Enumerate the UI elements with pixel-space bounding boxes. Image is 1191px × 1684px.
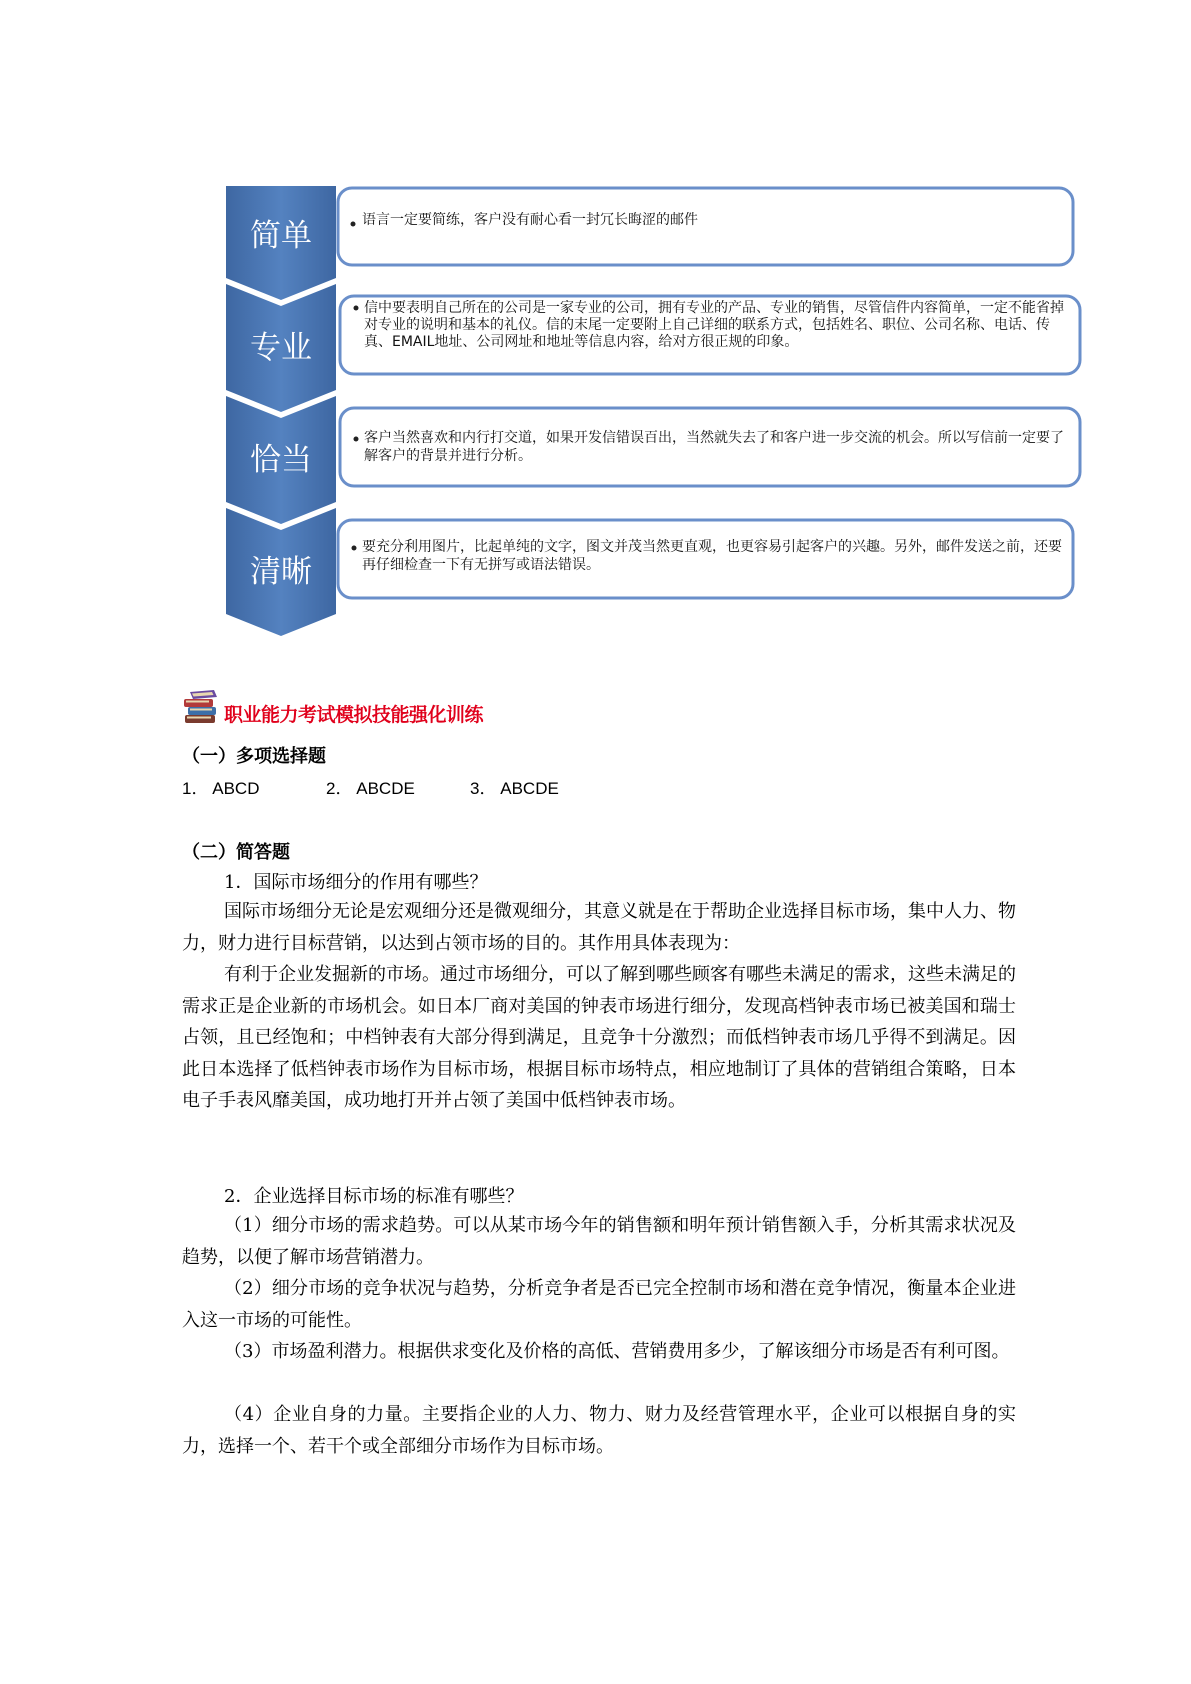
answer-item: 1． ABCD xyxy=(182,779,260,798)
chevron-label: 恰当 xyxy=(250,442,312,478)
desc-text: 语言一定要简练，客户没有耐心看一封冗长晦涩的邮件 xyxy=(362,212,698,228)
diagram-row-3 xyxy=(226,396,1080,524)
diagram-row-1 xyxy=(226,186,1073,300)
part2-title: （二）简答题 xyxy=(182,842,290,863)
chevron-label: 清晰 xyxy=(250,554,312,590)
bullet-icon xyxy=(351,222,356,227)
diagram-svg xyxy=(226,186,1086,638)
paragraph: （1）细分市场的需求趋势。可以从某市场今年的销售额和明年预计销售额入手，分析其需求状况及趋势，以便了解市场营销潜力。 xyxy=(182,1215,1016,1268)
chevron-label: 简单 xyxy=(250,218,312,254)
section-heading-line xyxy=(182,688,782,728)
bullet-icon xyxy=(352,546,357,551)
answer-list xyxy=(182,774,682,800)
question-2: 2．企业选择目标市场的标准有哪些？ xyxy=(224,1186,524,1207)
desc-text: 信中要表明自己所在的公司是一家专业的公司，拥有专业的产品、专业的销售，尽管信件内容简单，一定不能省掉对专业的说明和基本的礼仪。信的末尾一定要附上自己详细的联系方式，包括姓名、职位、公司名称、电话、传真、EMAIL地址、公司网址和地址等信息内容，给对方很正规的印象。 xyxy=(364,300,1064,350)
email-principles-diagram xyxy=(226,186,1086,638)
bullet-icon xyxy=(354,437,359,442)
paragraph: （2）细分市场的竞争状况与趋势，分析竞争者是否已完全控制市场和潜在竞争情况，衡量本企业进入这一市场的可能性。 xyxy=(182,1278,1016,1331)
paragraph: （4）企业自身的力量。主要指企业的人力、物力、财力及经营管理水平，企业可以根据自身的实力，选择一个、若干个或全部细分市场作为目标市场。 xyxy=(182,1404,1016,1457)
bullet-icon xyxy=(354,306,359,311)
desc-text: 要充分利用图片，比起单纯的文字，图文并茂当然更直观，也更容易引起客户的兴趣。另外，邮件发送之前，还要再仔细检查一下有无拼写或语法错误。 xyxy=(362,539,1062,573)
answer-item: 2． ABCDE xyxy=(326,779,415,798)
diagram-row-4 xyxy=(226,508,1073,636)
chevron-label: 专业 xyxy=(250,330,312,366)
paragraph: （3）市场盈利潜力。根据供求变化及价格的高低、营销费用多少，了解该细分市场是否有利可图。 xyxy=(224,1341,1010,1362)
desc-text: 客户当然喜欢和内行打交道，如果开发信错误百出，当然就失去了和客户进一步交流的机会。所以写信前一定要了解客户的背景并进行分析。 xyxy=(364,430,1064,464)
paragraph: 国际市场细分无论是宏观细分还是微观细分，其意义就是在于帮助企业选择目标市场，集中人力、物力，财力进行目标营销，以达到占领市场的目的。其作用具体表现为： xyxy=(182,901,1016,954)
books-icon xyxy=(182,688,222,726)
diagram-row-2 xyxy=(226,284,1080,412)
answer-item: 3． ABCDE xyxy=(470,779,559,798)
question-1: 1．国际市场细分的作用有哪些？ xyxy=(224,872,488,893)
section-title: 职业能力考试模拟技能强化训练 xyxy=(224,704,484,726)
paragraph: 有利于企业发掘新的市场。通过市场细分，可以了解到哪些顾客有哪些未满足的需求，这些未满足的需求正是企业新的市场机会。如日本厂商对美国的钟表市场进行细分，发现高档钟表市场已被美国和瑞士占领，且已经饱和；中档钟表有大部分得到满足，且竞争十分激烈；而低档钟表市场几乎得不到满足。因此日本选择了低档钟表市场作为目标市场，根据目标市场特点，相应地制订了具体的营销组合策略，日本电子手表风靡美国，成功地打开并占领了美国中低档钟表市场。 xyxy=(182,964,1016,1111)
part1-title: （一）多项选择题 xyxy=(182,746,326,767)
